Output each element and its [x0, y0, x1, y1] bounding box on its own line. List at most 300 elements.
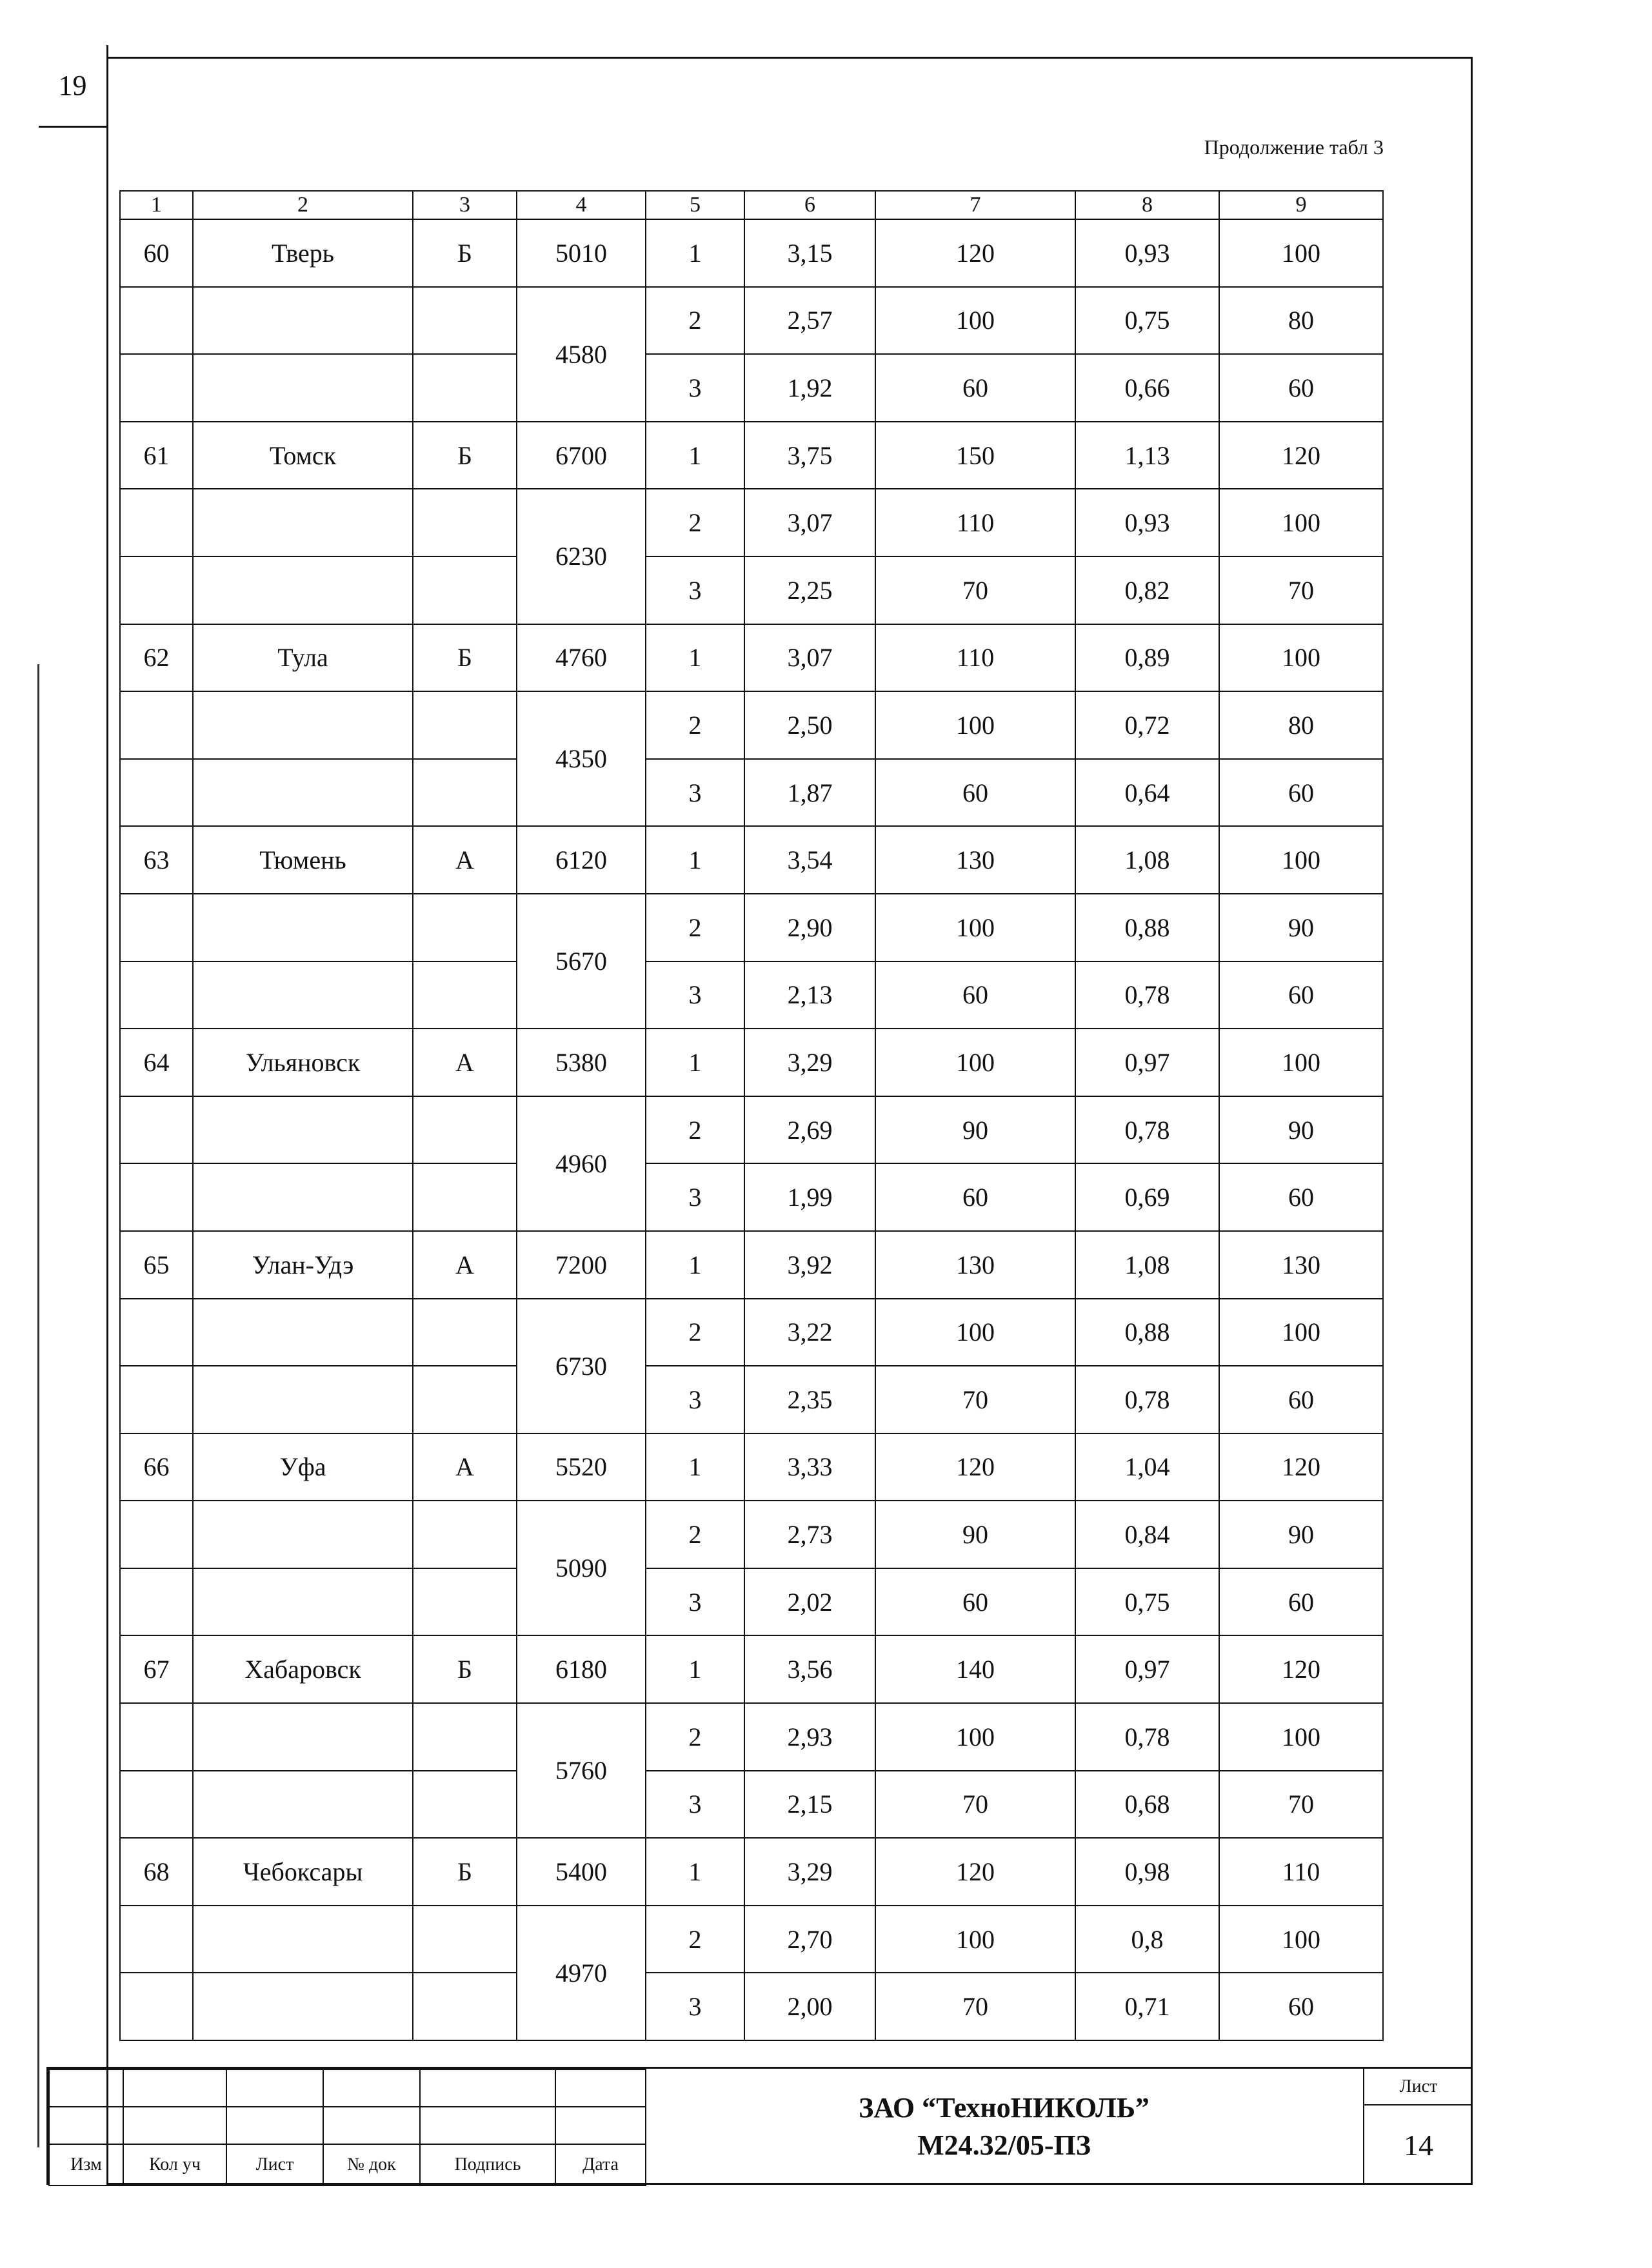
sign-cell	[420, 2069, 555, 2107]
table-row	[120, 1029, 1383, 1096]
table-cell: 1	[646, 219, 744, 287]
table-cell: 0,78	[1075, 1703, 1219, 1771]
table-cell: 2,73	[744, 1501, 875, 1568]
table-cell: 61	[120, 422, 193, 489]
table-cell: 0,89	[1075, 624, 1219, 692]
table-cell: 2,57	[744, 287, 875, 355]
table-cell: 2,25	[744, 557, 875, 624]
table-cell: 2,02	[744, 1568, 875, 1636]
header-row	[120, 191, 1383, 219]
table-row	[120, 624, 1383, 692]
table-cell: 0,72	[1075, 691, 1219, 759]
sheet-number: 14	[1404, 2129, 1433, 2162]
table-cell	[120, 1771, 193, 1839]
header-cell: 9	[1219, 191, 1383, 219]
header-cell: 1	[120, 191, 193, 219]
table-cell: 2	[646, 1906, 744, 1973]
table-cell: Хабаровск	[193, 1635, 413, 1703]
table-cell: 70	[875, 557, 1075, 624]
table-cell	[413, 894, 517, 961]
table-cell: Ульяновск	[193, 1029, 413, 1096]
table-cell	[413, 1771, 517, 1839]
table-cell: 70	[1219, 1771, 1383, 1839]
table-cell: 100	[1219, 489, 1383, 557]
table-row	[120, 354, 1383, 422]
table-cell	[120, 1163, 193, 1231]
table-cell	[413, 287, 517, 355]
table-cell: 0,88	[1075, 894, 1219, 961]
table-cell: 1	[646, 1231, 744, 1299]
table-caption: Продолжение табл 3	[1204, 135, 1384, 159]
table-cell: 60	[120, 219, 193, 287]
table-cell: 62	[120, 624, 193, 692]
table-cell	[413, 1906, 517, 1973]
table-cell	[413, 1096, 517, 1164]
table-cell: 0,8	[1075, 1906, 1219, 1973]
table-cell: 2	[646, 287, 744, 355]
company-block	[645, 2069, 1364, 2185]
table-cell	[193, 557, 413, 624]
table-cell: 0,88	[1075, 1299, 1219, 1366]
table-cell	[120, 894, 193, 961]
label-doc-no: № док	[323, 2144, 420, 2185]
table-cell: 0,64	[1075, 759, 1219, 827]
table-cell	[120, 1973, 193, 2040]
table-cell: 90	[875, 1501, 1075, 1568]
table-cell: 1	[646, 1029, 744, 1096]
table-cell: 4960	[517, 1096, 646, 1231]
table-cell: 0,75	[1075, 1568, 1219, 1636]
table-cell: 1	[646, 1635, 744, 1703]
table-cell: 70	[875, 1973, 1075, 2040]
data-table	[119, 190, 1384, 2041]
table-cell: 2	[646, 1096, 744, 1164]
table-cell: 60	[875, 961, 1075, 1029]
table-cell	[413, 759, 517, 827]
label-izm: Изм	[49, 2144, 123, 2185]
table-cell: 100	[875, 1703, 1075, 1771]
table-cell: 5670	[517, 894, 646, 1029]
table-row	[120, 1771, 1383, 1839]
table-cell: Тюмень	[193, 826, 413, 894]
table-cell: 7200	[517, 1231, 646, 1299]
table-cell: 90	[1219, 894, 1383, 961]
table-cell: 60	[1219, 961, 1383, 1029]
table-cell: 5520	[517, 1434, 646, 1501]
table-cell: 60	[1219, 1568, 1383, 1636]
table-cell: 64	[120, 1029, 193, 1096]
table-cell: Тула	[193, 624, 413, 692]
header-cell: 4	[517, 191, 646, 219]
table-cell: 100	[1219, 1703, 1383, 1771]
table-cell	[120, 1096, 193, 1164]
table-cell: 1,87	[744, 759, 875, 827]
table-cell	[193, 1568, 413, 1636]
table-cell: А	[413, 826, 517, 894]
table-cell: 5090	[517, 1501, 646, 1635]
table-cell: 2,13	[744, 961, 875, 1029]
table-cell: 110	[1219, 1838, 1383, 1906]
table-cell: 2	[646, 894, 744, 961]
table-cell: 3,75	[744, 422, 875, 489]
table-cell: 3	[646, 354, 744, 422]
table-cell: Улан-Удэ	[193, 1231, 413, 1299]
table-cell: Б	[413, 1838, 517, 1906]
table-cell: Б	[413, 219, 517, 287]
document-code: М24.32/05-ПЗ	[917, 2129, 1091, 2161]
table-row	[120, 287, 1383, 355]
table-row	[120, 1299, 1383, 1366]
table-cell: 0,97	[1075, 1635, 1219, 1703]
table-cell: 63	[120, 826, 193, 894]
table-cell	[413, 691, 517, 759]
table-cell: 2,50	[744, 691, 875, 759]
header-cell: 5	[646, 191, 744, 219]
table-cell: 68	[120, 1838, 193, 1906]
table-cell	[120, 1299, 193, 1366]
sign-cell	[49, 2069, 123, 2107]
table-cell: Чебоксары	[193, 1838, 413, 1906]
table-cell: 70	[875, 1771, 1075, 1839]
table-cell: 3	[646, 1366, 744, 1434]
table-cell	[120, 1703, 193, 1771]
table-cell	[193, 1771, 413, 1839]
margin-line	[37, 664, 39, 2147]
table-cell	[120, 287, 193, 355]
table-cell: 100	[1219, 1906, 1383, 1973]
table-cell: 70	[1219, 557, 1383, 624]
table-cell: 100	[875, 691, 1075, 759]
table-cell: 100	[875, 1906, 1075, 1973]
sheet-label: Лист	[1364, 2069, 1473, 2105]
table-cell	[193, 1366, 413, 1434]
table-cell: 100	[1219, 1029, 1383, 1096]
header-cell: 7	[875, 191, 1075, 219]
table-cell: 3	[646, 1973, 744, 2040]
table-row	[120, 1703, 1383, 1771]
table-cell	[413, 1299, 517, 1366]
table-cell: 4760	[517, 624, 646, 692]
sign-cell	[123, 2107, 226, 2144]
table-cell: А	[413, 1029, 517, 1096]
table-cell	[413, 557, 517, 624]
table-cell: 110	[875, 489, 1075, 557]
table-row	[120, 1366, 1383, 1434]
table-row	[120, 759, 1383, 827]
label-signature: Подпись	[420, 2144, 555, 2185]
title-block	[46, 2067, 1473, 2185]
table-cell: 67	[120, 1635, 193, 1703]
table-cell	[193, 1163, 413, 1231]
table-cell: 100	[875, 1029, 1075, 1096]
sign-cell	[226, 2107, 323, 2144]
table-cell: 1,08	[1075, 826, 1219, 894]
table-row	[120, 1635, 1383, 1703]
table-cell: 150	[875, 422, 1075, 489]
table-cell: 6120	[517, 826, 646, 894]
table-cell: 100	[1219, 219, 1383, 287]
table-row	[120, 1096, 1383, 1164]
table-cell	[193, 894, 413, 961]
table-cell: 5010	[517, 219, 646, 287]
label-list: Лист	[226, 2144, 323, 2185]
table-cell	[120, 557, 193, 624]
table-cell: 6230	[517, 489, 646, 624]
table-cell	[193, 489, 413, 557]
table-cell	[120, 1501, 193, 1568]
table-cell: 60	[875, 1568, 1075, 1636]
table-cell	[120, 1568, 193, 1636]
table-cell: 1,13	[1075, 422, 1219, 489]
table-cell: 3,15	[744, 219, 875, 287]
table-row	[120, 894, 1383, 961]
table-cell	[193, 759, 413, 827]
table-cell: 65	[120, 1231, 193, 1299]
sign-cell	[420, 2107, 555, 2144]
table-cell: 4970	[517, 1906, 646, 2040]
table-cell: 100	[1219, 1299, 1383, 1366]
table-cell	[120, 354, 193, 422]
table-cell: 1,99	[744, 1163, 875, 1231]
table-cell: 3,92	[744, 1231, 875, 1299]
table-cell	[413, 1703, 517, 1771]
table-cell	[120, 1366, 193, 1434]
table-cell: 3,29	[744, 1838, 875, 1906]
table-cell: 5400	[517, 1838, 646, 1906]
table-cell: 80	[1219, 691, 1383, 759]
table-cell: 2,35	[744, 1366, 875, 1434]
table-cell: 0,98	[1075, 1838, 1219, 1906]
table-cell: А	[413, 1434, 517, 1501]
table-cell: 66	[120, 1434, 193, 1501]
table-cell: 60	[875, 759, 1075, 827]
table-cell: 0,75	[1075, 287, 1219, 355]
table-cell: 2,69	[744, 1096, 875, 1164]
table-cell: Уфа	[193, 1434, 413, 1501]
table-cell: 1	[646, 1838, 744, 1906]
table-cell: 0,68	[1075, 1771, 1219, 1839]
table-cell: 120	[1219, 1434, 1383, 1501]
table-cell: 4580	[517, 287, 646, 422]
table-cell	[193, 961, 413, 1029]
table-cell: 2	[646, 691, 744, 759]
sign-cell	[323, 2107, 420, 2144]
table-row	[120, 1163, 1383, 1231]
table-cell	[193, 287, 413, 355]
table-cell: 120	[1219, 1635, 1383, 1703]
table-row	[120, 422, 1383, 489]
table-cell: 100	[1219, 826, 1383, 894]
table-cell: Томск	[193, 422, 413, 489]
table-cell: 120	[875, 1434, 1075, 1501]
header-cell: 2	[193, 191, 413, 219]
table-cell	[413, 354, 517, 422]
table-cell: 0,93	[1075, 219, 1219, 287]
table-cell: 120	[875, 219, 1075, 287]
table-cell: 130	[875, 826, 1075, 894]
table-row	[120, 961, 1383, 1029]
table-cell: 120	[1219, 422, 1383, 489]
table-cell	[120, 489, 193, 557]
table-cell	[413, 1366, 517, 1434]
table-cell: 60	[1219, 1973, 1383, 2040]
table-cell: 3,07	[744, 489, 875, 557]
table-cell: 3	[646, 1568, 744, 1636]
table-cell: Б	[413, 1635, 517, 1703]
table-row	[120, 691, 1383, 759]
table-cell: 2	[646, 1501, 744, 1568]
table-row	[120, 1434, 1383, 1501]
table-row	[120, 1568, 1383, 1636]
table-cell	[193, 354, 413, 422]
table-cell: 1,08	[1075, 1231, 1219, 1299]
table-cell: 120	[875, 1838, 1075, 1906]
table-cell: 0,78	[1075, 961, 1219, 1029]
table-cell: 2,90	[744, 894, 875, 961]
table-cell	[193, 691, 413, 759]
table-cell: Б	[413, 624, 517, 692]
table-row	[120, 1838, 1383, 1906]
table-cell: 0,84	[1075, 1501, 1219, 1568]
table-cell: 3	[646, 557, 744, 624]
table-cell	[193, 1906, 413, 1973]
table-row	[120, 557, 1383, 624]
table-cell: 5760	[517, 1703, 646, 1838]
header-cell: 6	[744, 191, 875, 219]
table-cell: 100	[1219, 624, 1383, 692]
sign-cell	[226, 2069, 323, 2107]
table-row	[120, 219, 1383, 287]
table-cell: 3,56	[744, 1635, 875, 1703]
table-cell	[120, 691, 193, 759]
table-cell: 100	[875, 287, 1075, 355]
table-cell: 60	[875, 354, 1075, 422]
table-cell: 3	[646, 1771, 744, 1839]
table-cell: 130	[1219, 1231, 1383, 1299]
table-cell: 70	[875, 1366, 1075, 1434]
sign-cell	[123, 2069, 226, 2107]
table-cell	[413, 1973, 517, 2040]
table-cell: 100	[875, 1299, 1075, 1366]
table-cell: 2,93	[744, 1703, 875, 1771]
table-cell	[193, 1096, 413, 1164]
table-cell: 60	[1219, 759, 1383, 827]
table-row	[120, 1973, 1383, 2040]
table-cell: 1,92	[744, 354, 875, 422]
table-cell	[413, 961, 517, 1029]
table-cell	[193, 1973, 413, 2040]
table-cell	[120, 961, 193, 1029]
table-cell: 6730	[517, 1299, 646, 1434]
table-row	[120, 489, 1383, 557]
table-cell: А	[413, 1231, 517, 1299]
table-cell: 3	[646, 961, 744, 1029]
table-cell: 130	[875, 1231, 1075, 1299]
table-cell: 3,07	[744, 624, 875, 692]
table-cell: 110	[875, 624, 1075, 692]
table-cell: 2	[646, 1703, 744, 1771]
sign-cell	[555, 2069, 646, 2107]
table-cell: 3,29	[744, 1029, 875, 1096]
sign-cell	[323, 2069, 420, 2107]
table-cell	[413, 1163, 517, 1231]
table-cell: 6180	[517, 1635, 646, 1703]
table-cell: Тверь	[193, 219, 413, 287]
sign-cell	[49, 2107, 123, 2144]
header-cell: 8	[1075, 191, 1219, 219]
table-row	[120, 826, 1383, 894]
table-cell: 1	[646, 826, 744, 894]
table-cell: 5380	[517, 1029, 646, 1096]
table-cell: 1	[646, 624, 744, 692]
table-cell: 60	[875, 1163, 1075, 1231]
signature-grid	[48, 2069, 646, 2186]
table-cell: 90	[875, 1096, 1075, 1164]
table-row	[120, 1231, 1383, 1299]
table-cell: Б	[413, 422, 517, 489]
table-cell: 0,93	[1075, 489, 1219, 557]
table-cell: 1	[646, 1434, 744, 1501]
table-cell: 0,78	[1075, 1096, 1219, 1164]
table-cell: 4350	[517, 691, 646, 826]
table-cell: 2	[646, 1299, 744, 1366]
table-cell: 0,78	[1075, 1366, 1219, 1434]
page-number: 19	[39, 45, 108, 128]
company-name: ЗАО “ТехноНИКОЛЬ”	[859, 2092, 1149, 2124]
sheet-box	[1364, 2069, 1473, 2185]
table-cell: 60	[1219, 354, 1383, 422]
sign-cell	[555, 2107, 646, 2144]
table-cell	[193, 1703, 413, 1771]
table-cell: 3	[646, 1163, 744, 1231]
table-cell: 60	[1219, 1163, 1383, 1231]
table-cell: 3	[646, 759, 744, 827]
table-cell: 2,00	[744, 1973, 875, 2040]
table-cell: 3,22	[744, 1299, 875, 1366]
table-cell: 2	[646, 489, 744, 557]
table-cell	[413, 1501, 517, 1568]
table-cell: 90	[1219, 1096, 1383, 1164]
table-cell: 100	[875, 894, 1075, 961]
table-cell: 0,69	[1075, 1163, 1219, 1231]
table-cell	[193, 1299, 413, 1366]
table-cell: 1	[646, 422, 744, 489]
label-date: Дата	[555, 2144, 646, 2185]
table-cell: 0,97	[1075, 1029, 1219, 1096]
table-cell: 3,54	[744, 826, 875, 894]
table-cell: 60	[1219, 1366, 1383, 1434]
table-cell: 0,82	[1075, 557, 1219, 624]
table-cell: 80	[1219, 287, 1383, 355]
label-kol-uch: Кол уч	[123, 2144, 226, 2185]
table-cell: 2,70	[744, 1906, 875, 1973]
table-cell: 6700	[517, 422, 646, 489]
table-cell: 140	[875, 1635, 1075, 1703]
table-cell	[413, 489, 517, 557]
table-cell	[120, 1906, 193, 1973]
table-cell: 1,04	[1075, 1434, 1219, 1501]
table-cell	[193, 1501, 413, 1568]
table-cell: 90	[1219, 1501, 1383, 1568]
table-cell: 3,33	[744, 1434, 875, 1501]
table-cell: 0,71	[1075, 1973, 1219, 2040]
table-row	[120, 1501, 1383, 1568]
header-cell: 3	[413, 191, 517, 219]
table-cell: 0,66	[1075, 354, 1219, 422]
table-cell: 2,15	[744, 1771, 875, 1839]
table-row	[120, 1906, 1383, 1973]
table-cell	[120, 759, 193, 827]
